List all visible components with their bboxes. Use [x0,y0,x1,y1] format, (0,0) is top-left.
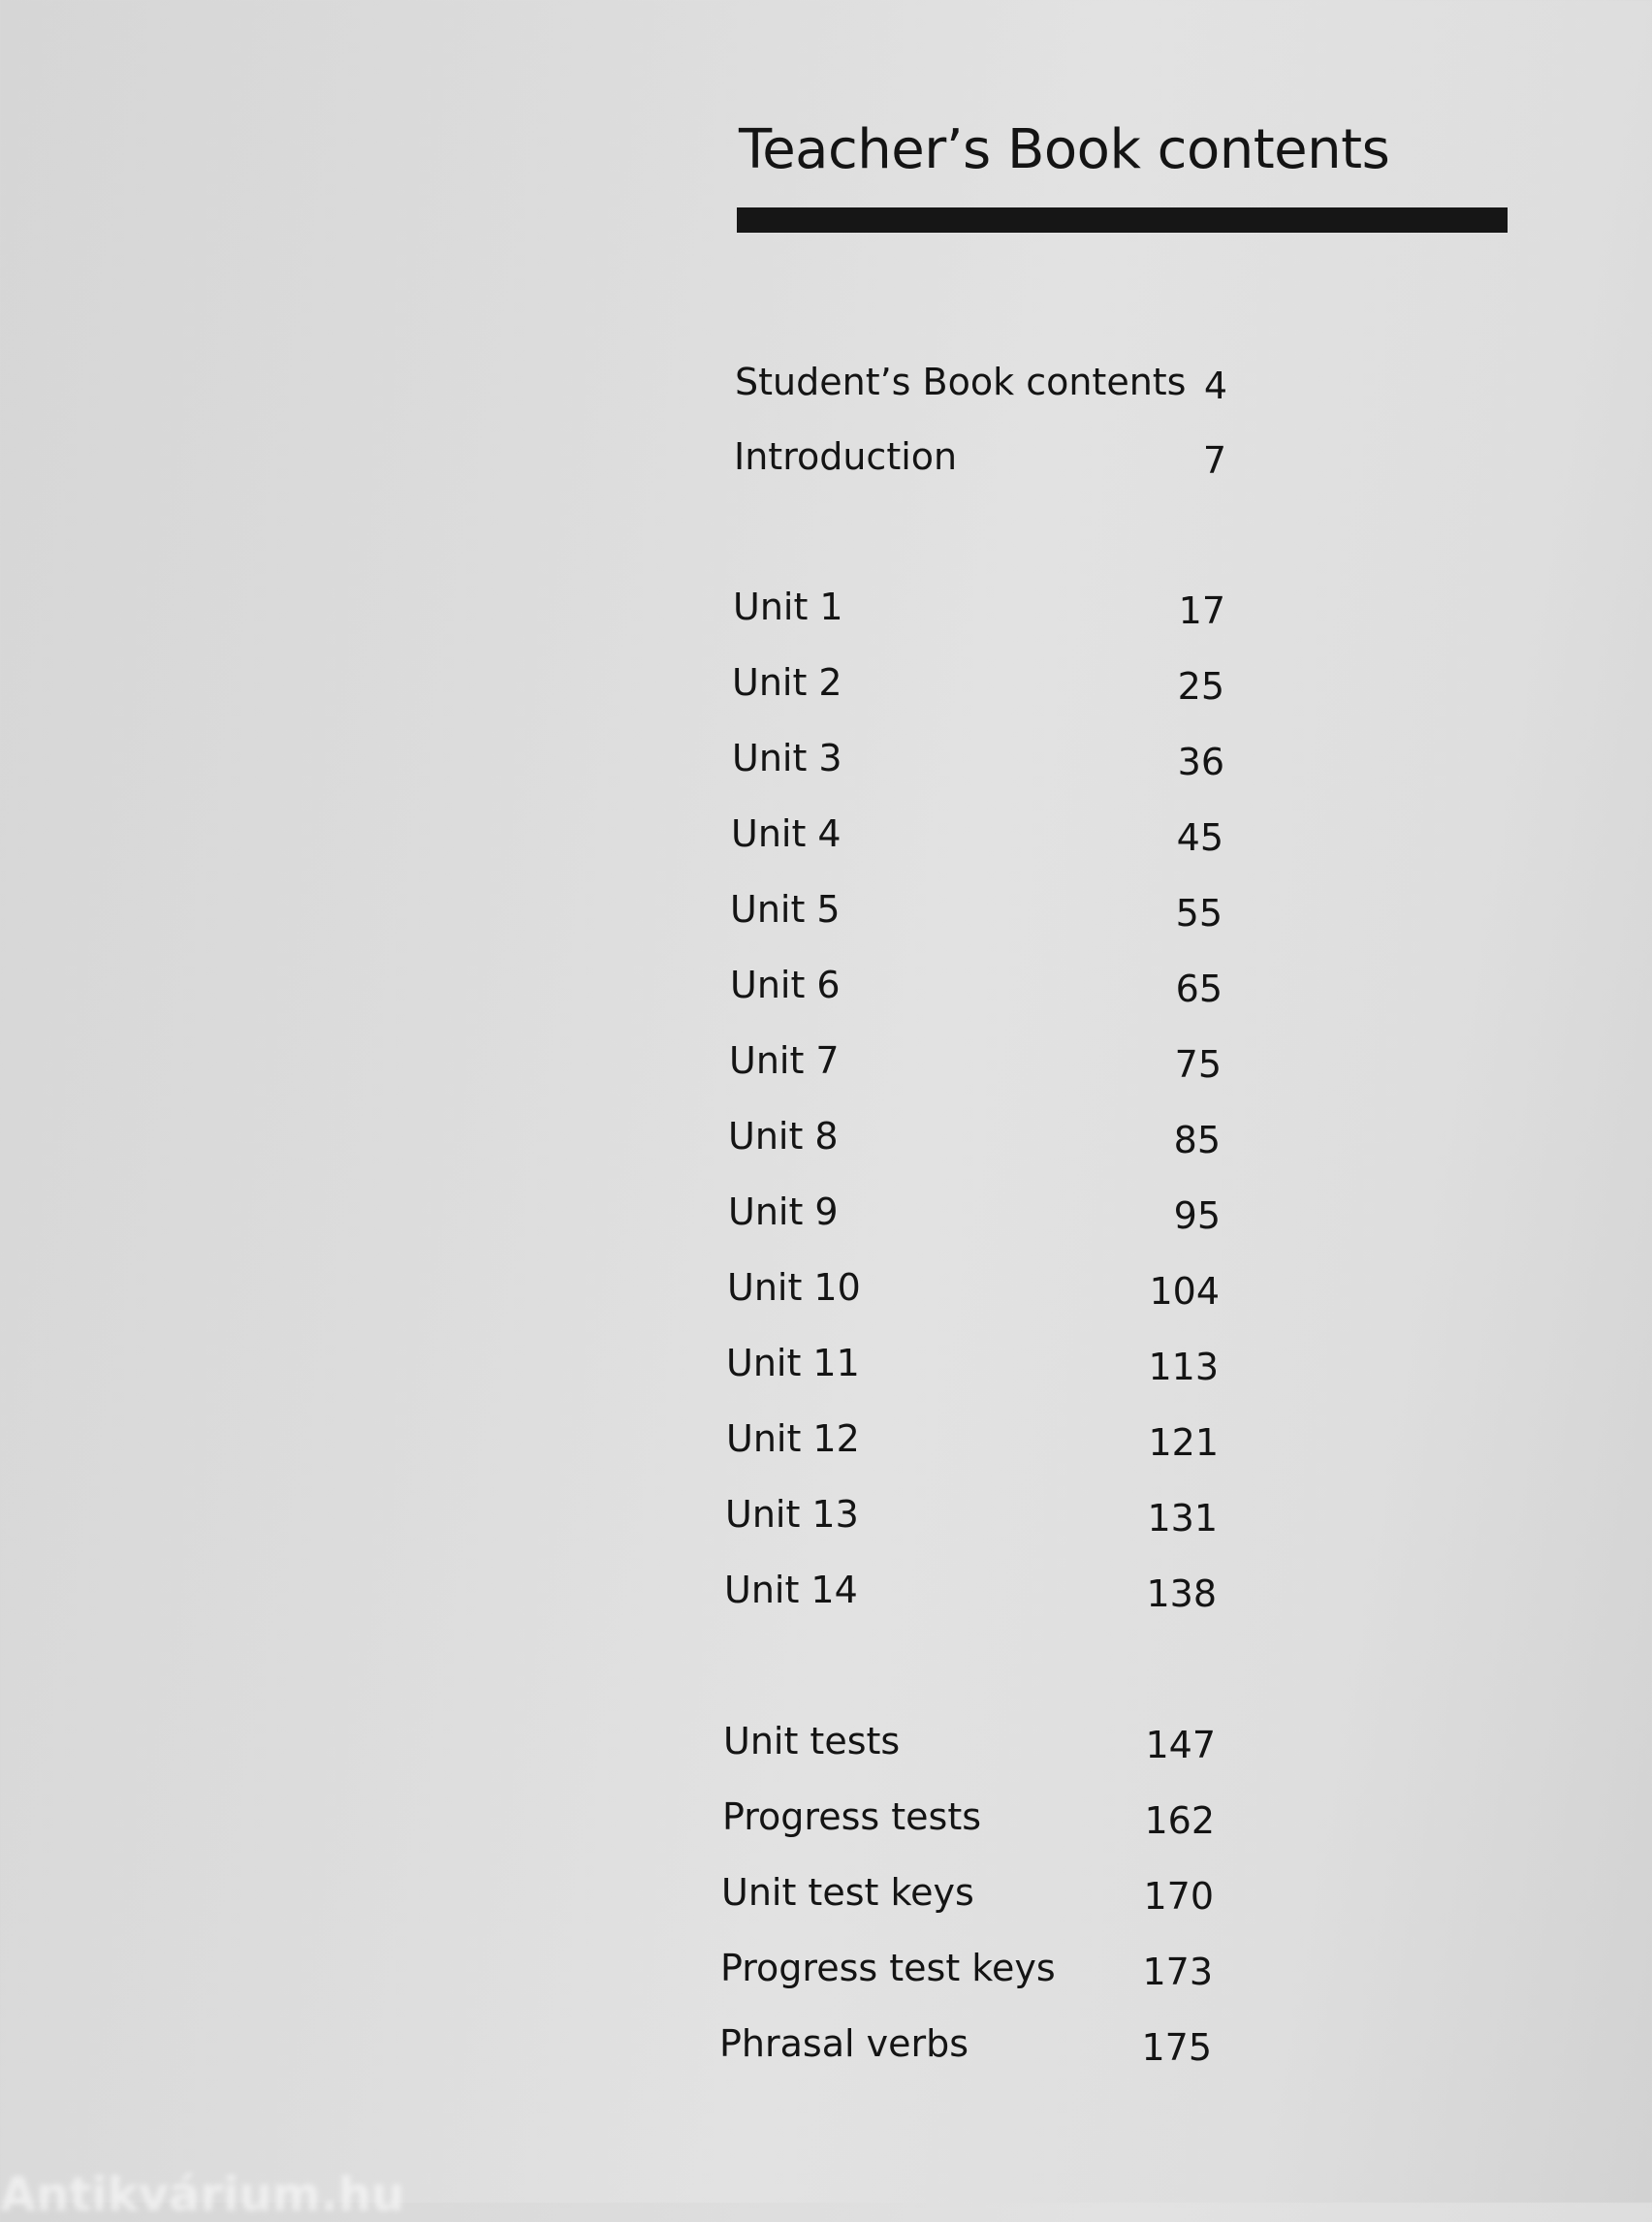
toc-entry-page-number: 170 [1143,1875,1214,1918]
toc-entry-page-number: 75 [1174,1043,1222,1086]
toc-entry-page-number: 138 [1146,1572,1217,1615]
toc-entry-page-number: 173 [1142,1951,1213,1993]
toc-entry-label: Progress tests [722,1795,982,1838]
toc-entry-unit-3 [732,731,1224,785]
toc-entry-label: Unit 2 [732,661,842,704]
toc-entry-unit-10 [727,1260,1220,1315]
toc-entry-page-number: 113 [1148,1346,1219,1388]
toc-entry-unit-6 [730,958,1223,1012]
toc-entry-label: Unit 6 [730,964,841,1006]
toc-entry-progress-tests [722,1790,1215,1844]
toc-entry-label: Unit 1 [733,586,843,628]
toc-entry-label: Unit 11 [726,1342,860,1384]
toc-entry-unit-11 [726,1336,1219,1390]
toc-entry-page-number: 175 [1141,2026,1212,2069]
toc-entry-label: Unit tests [723,1720,901,1762]
toc-entry-unit-14 [724,1563,1217,1617]
toc-entry-label: Unit 14 [724,1569,858,1611]
toc-entry-unit-12 [726,1412,1219,1466]
toc-entry-unit-8 [728,1109,1221,1163]
toc-entry-page-number: 65 [1175,968,1223,1010]
toc-entry-page-number: 4 [1203,365,1227,407]
toc-entry-label: Unit test keys [721,1871,974,1914]
toc-entry-page-number: 25 [1177,665,1224,708]
toc-entry-page-number: 131 [1147,1497,1218,1540]
toc-entry-label: Unit 5 [730,888,841,931]
toc-entry-label: Unit 9 [728,1190,839,1233]
toc-entry-unit-4 [731,807,1223,861]
toc-entry-page-number: 95 [1173,1194,1221,1237]
toc-entry-label: Unit 10 [727,1266,861,1309]
toc-entry-page-number: 147 [1145,1724,1216,1766]
toc-entry-label: Student’s Book contents [735,361,1187,403]
toc-entry-label: Progress test keys [720,1947,1056,1989]
toc-entry-unit-test-keys [721,1865,1214,1920]
toc-entry-unit-5 [730,882,1223,936]
toc-entry-page-number: 85 [1173,1119,1221,1161]
toc-entry-unit-2 [732,655,1224,710]
toc-entry-label: Introduction [734,435,958,478]
toc-entry-page-number: 45 [1176,816,1223,859]
toc-entry-page-number: 55 [1175,892,1223,935]
toc-entry-page-number: 7 [1202,439,1226,482]
toc-entry-label: Unit 7 [729,1039,840,1082]
page-title: Teacher’s Book contents [739,118,1390,181]
toc-entry-progress-test-keys [720,1941,1213,1995]
watermark-text: Antikvárium.hu [0,2168,405,2222]
toc-entry-label: Unit 13 [725,1493,859,1536]
toc-entry-label: Unit 12 [726,1417,860,1460]
toc-entry-phrasal-verbs [719,2016,1212,2071]
toc-entry-label: Unit 4 [731,812,842,855]
toc-entry-unit-tests [723,1714,1216,1768]
toc-entry-page-number: 36 [1177,741,1224,783]
toc-entry-introduction [734,429,1226,484]
toc-entry-unit-7 [729,1033,1222,1088]
toc-entry-students-book-contents [735,355,1227,409]
toc-entry-page-number: 162 [1144,1799,1215,1842]
toc-entry-unit-9 [728,1185,1221,1239]
toc-entry-page-number: 17 [1178,589,1225,632]
toc-entry-page-number: 104 [1149,1270,1220,1313]
toc-entry-label: Unit 8 [728,1115,839,1158]
toc-entry-unit-13 [725,1487,1218,1541]
toc-entry-label: Phrasal verbs [719,2022,969,2065]
toc-entry-unit-1 [733,580,1225,634]
toc-entry-page-number: 121 [1148,1421,1219,1464]
toc-entry-label: Unit 3 [732,737,842,779]
